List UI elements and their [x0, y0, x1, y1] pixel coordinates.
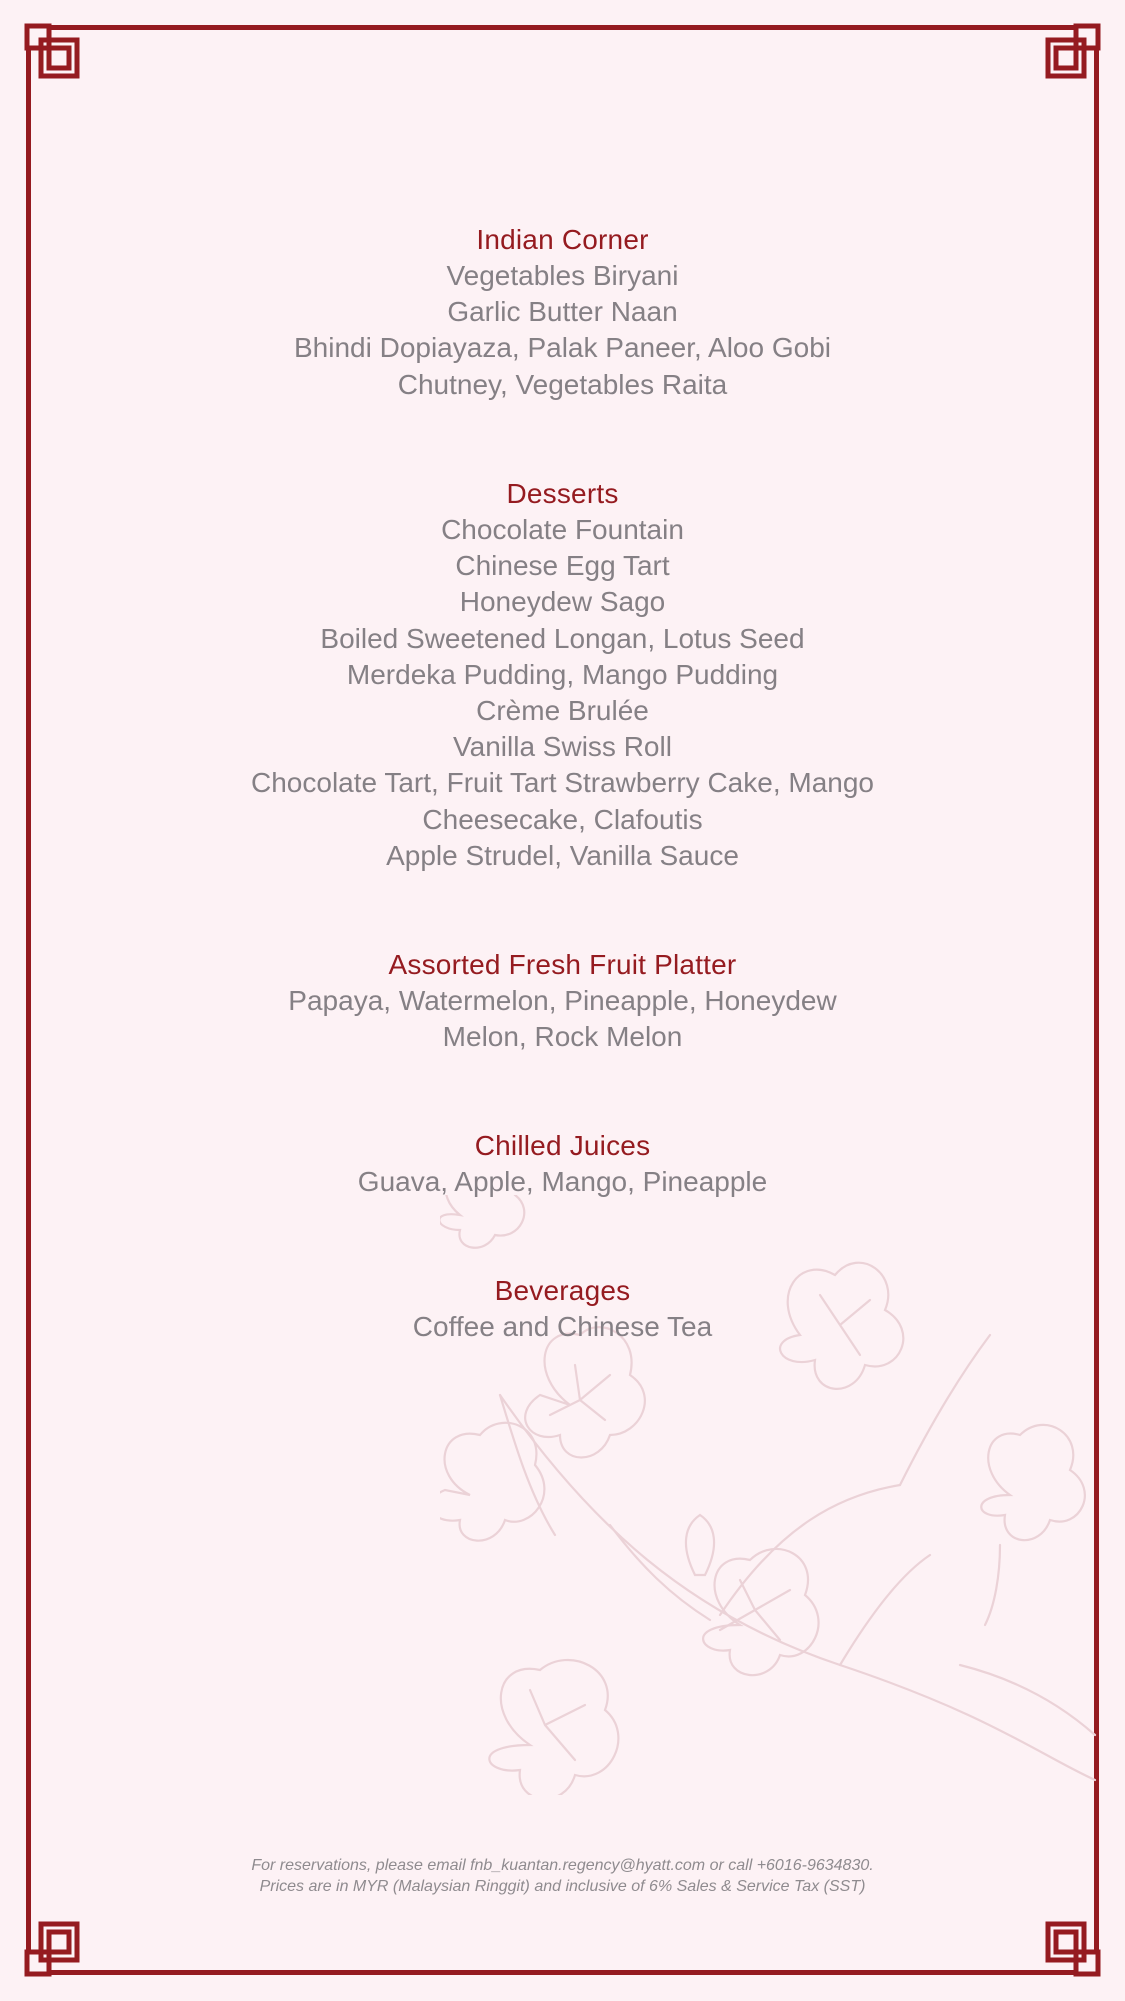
menu-item: Melon, Rock Melon	[442, 1021, 683, 1053]
section-title: Indian Corner	[476, 224, 649, 255]
menu-item-list	[0, 1164, 1125, 1200]
section-title: Chilled Juices	[474, 1130, 651, 1161]
menu-item: Chocolate Tart, Fruit Tart Strawberry Cake, Mango	[251, 767, 874, 799]
menu-item: Guava, Apple, Mango, Pineapple	[357, 1166, 768, 1197]
menu-item: Papaya, Watermelon, Pineapple, Honeydew	[288, 985, 837, 1016]
menu-item: Cheesecake, Clafoutis	[422, 803, 703, 835]
menu-item-list	[0, 512, 1125, 874]
menu-item: Chutney, Vegetables Raita	[397, 368, 728, 400]
menu-item: Coffee and Chinese Tea	[412, 1311, 713, 1342]
section-indian-corner	[0, 222, 1125, 403]
fret-corner-bottom-right-icon	[1043, 1919, 1101, 1977]
frame-top-line	[50, 25, 1075, 30]
menu-item: Chinese Egg Tart	[455, 550, 670, 582]
reservation-note: For reservations, please email fnb_kuantan.regency@hyatt.com or call +6016-9634830.	[251, 1857, 874, 1874]
section-desserts	[0, 476, 1125, 874]
section-title: Desserts	[506, 478, 619, 509]
menu-item: Apple Strudel, Vanilla Sauce	[386, 839, 739, 871]
frame-bottom-line	[50, 1970, 1075, 1975]
menu-item-list	[0, 258, 1125, 403]
section-beverages	[0, 1273, 1125, 1345]
footer-note	[0, 1855, 1125, 1897]
menu-item: Merdeka Pudding, Mango Pudding	[346, 658, 779, 690]
pricing-note: Prices are in MYR (Malaysian Ringgit) and inclusive of 6% Sales & Service Tax (SST)	[259, 1878, 866, 1895]
fret-corner-top-left-icon	[24, 23, 82, 81]
fret-corner-bottom-left-icon	[24, 1919, 82, 1977]
menu-item: Chocolate Fountain	[441, 514, 684, 545]
menu-item: Bhindi Dopiayaza, Palak Paneer, Aloo Gobi	[293, 332, 832, 364]
menu-item: Crème Brulée	[476, 694, 649, 726]
menu-item: Vanilla Swiss Roll	[453, 731, 672, 763]
section-fruit-platter	[0, 947, 1125, 1055]
menu-item: Boiled Sweetened Longan, Lotus Seed	[320, 622, 805, 654]
section-chilled-juices	[0, 1128, 1125, 1200]
menu-item: Vegetables Biryani	[446, 260, 679, 291]
fret-corner-top-right-icon	[1043, 23, 1101, 81]
menu-item-list	[0, 1309, 1125, 1345]
menu-item: Honeydew Sago	[459, 586, 666, 618]
menu-item: Garlic Butter Naan	[447, 296, 678, 328]
section-title: Assorted Fresh Fruit Platter	[388, 949, 737, 980]
menu-item-list	[0, 983, 1125, 1055]
section-title: Beverages	[494, 1275, 631, 1306]
